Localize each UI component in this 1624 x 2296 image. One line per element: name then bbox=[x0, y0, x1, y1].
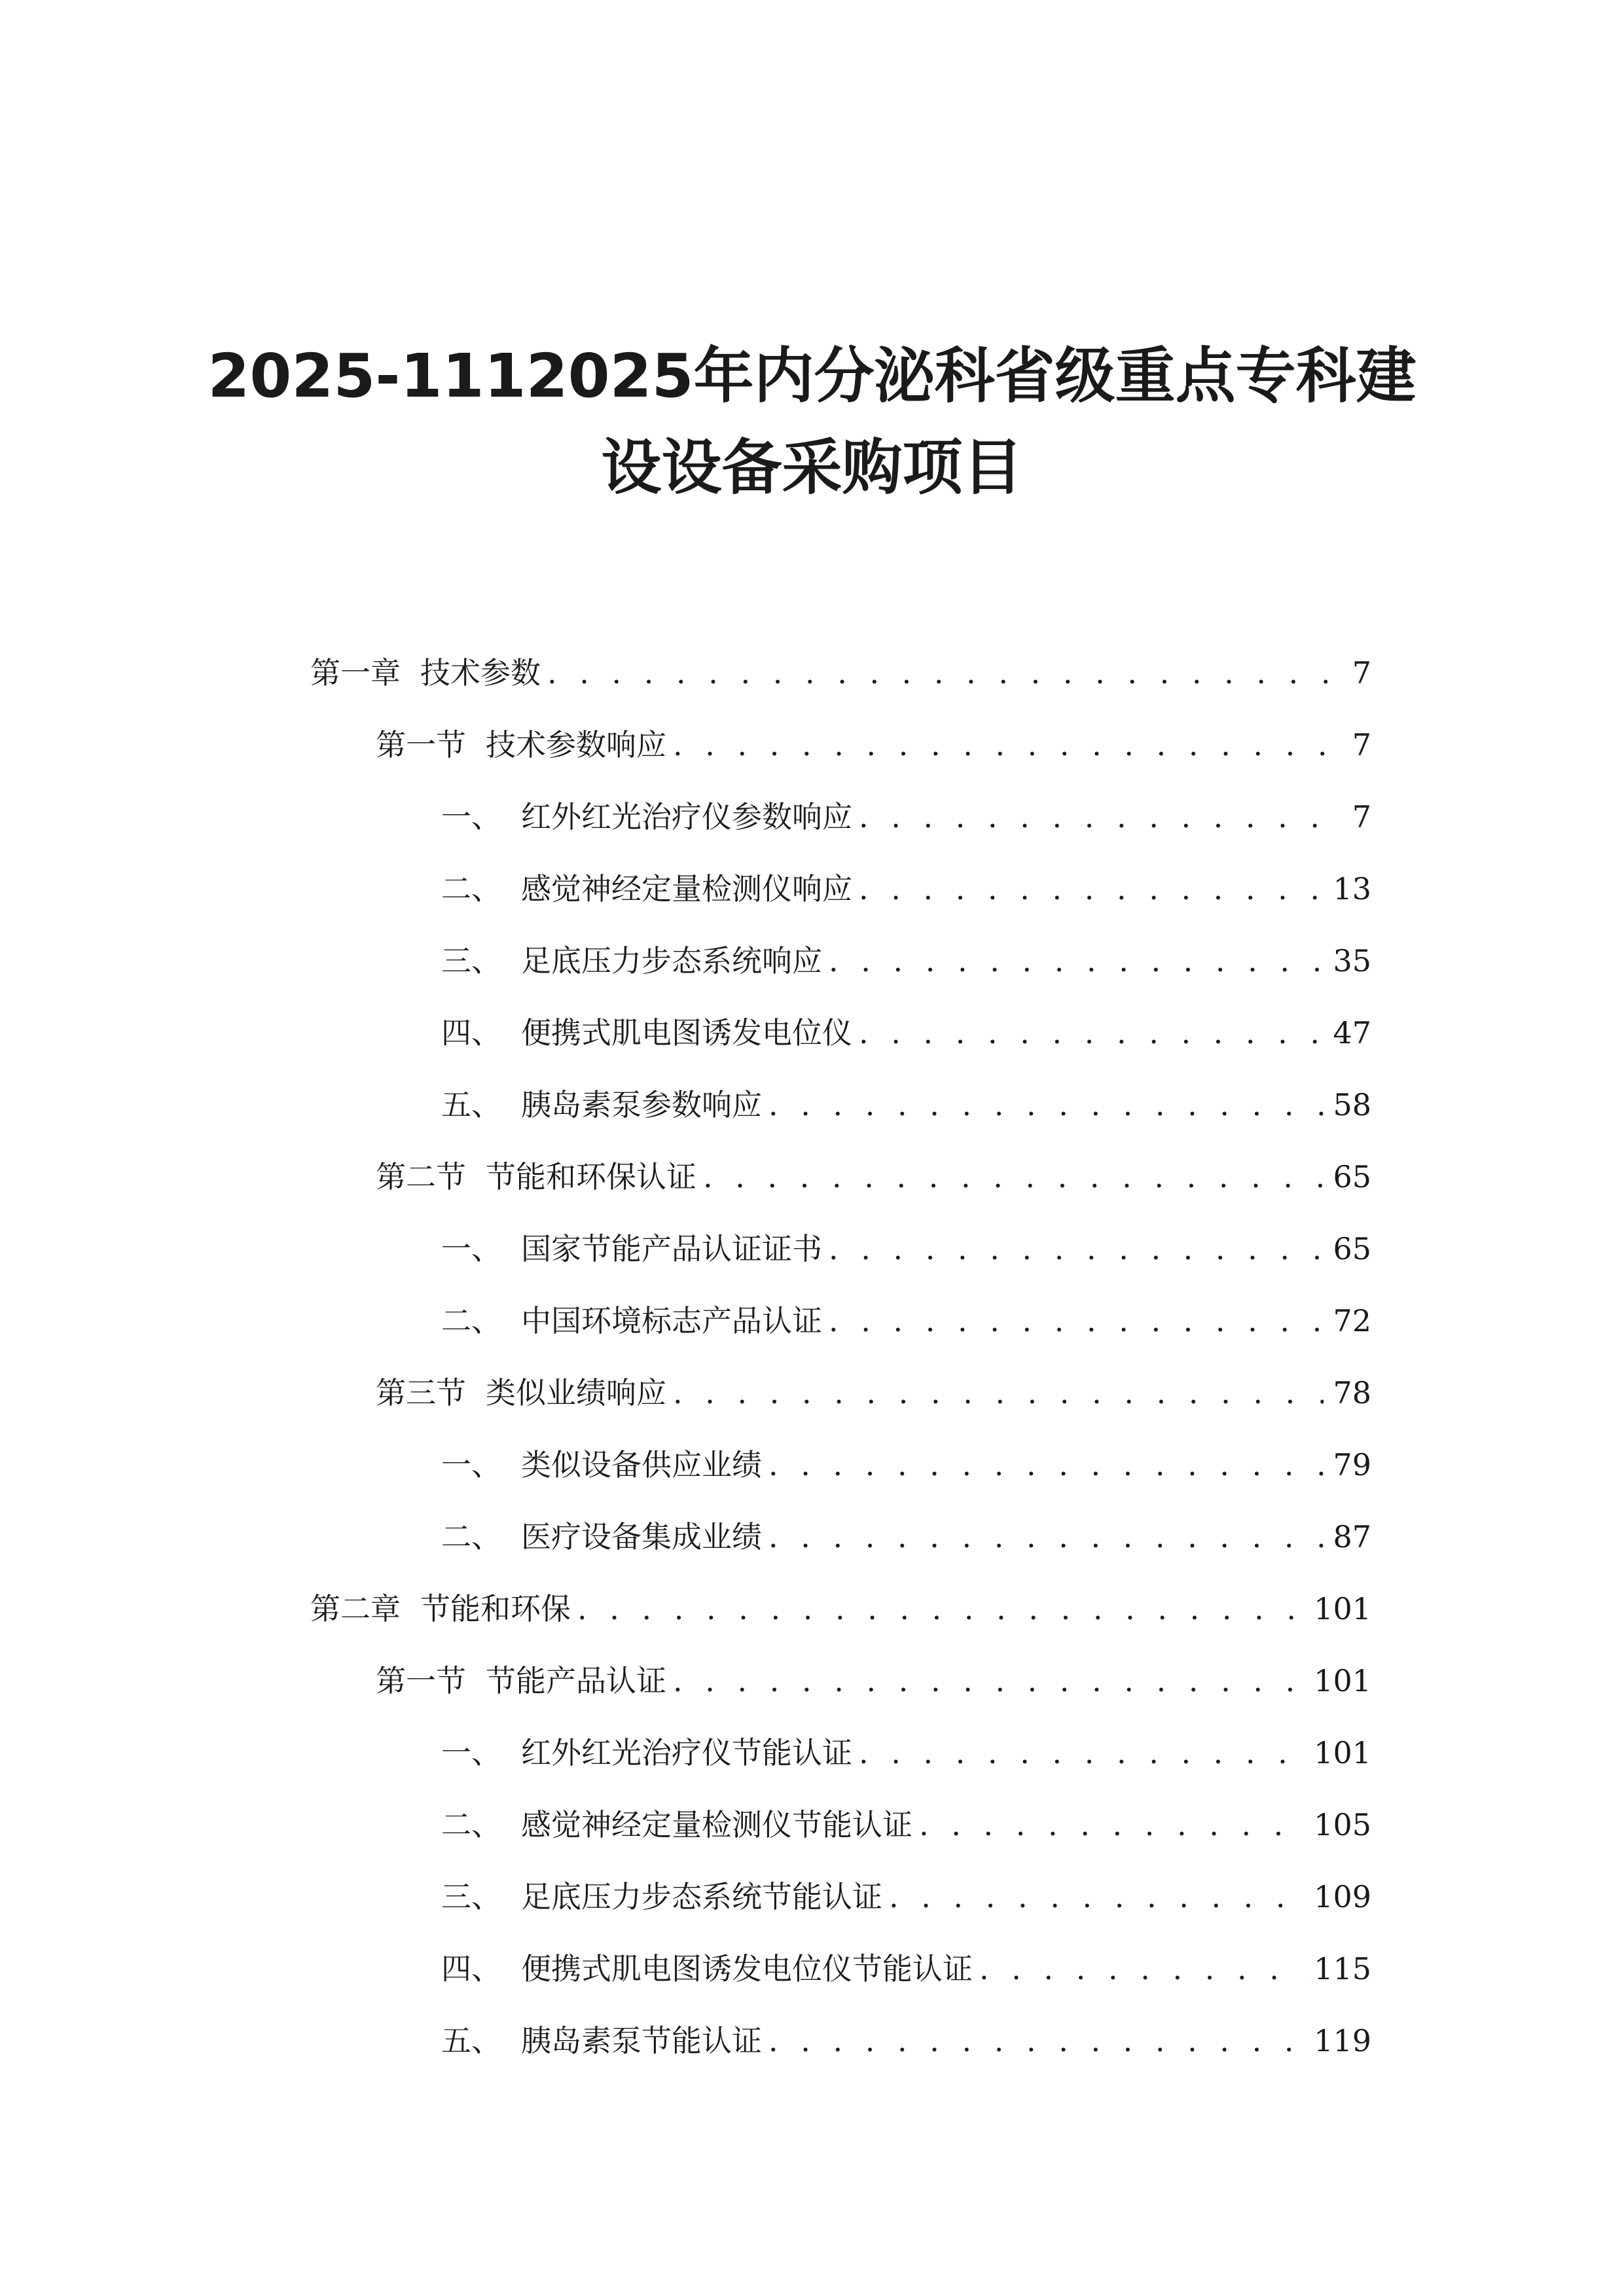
toc-entry-page-number: 79 bbox=[1333, 1447, 1371, 1482]
table-of-contents bbox=[0, 635, 1624, 2075]
toc-dot-leader bbox=[829, 943, 1324, 978]
toc-dot-leader bbox=[829, 1231, 1324, 1266]
toc-entry-line bbox=[310, 649, 1371, 692]
toc-entry-number: 第一节 bbox=[376, 1663, 466, 1698]
document-title-line-2: 设设备采购项目 bbox=[601, 433, 1023, 503]
toc-entry-page-number: 101 bbox=[1314, 1735, 1371, 1770]
toc-entry-label: 医疗设备集成业绩 bbox=[521, 1519, 762, 1554]
toc-entry-page-number: 35 bbox=[1333, 943, 1371, 978]
toc-entry-page-number: 7 bbox=[1352, 655, 1371, 691]
toc-entry-label: 类似设备供应业绩 bbox=[521, 1447, 762, 1482]
toc-entry-label: 红外红光治疗仪参数响应 bbox=[521, 799, 852, 834]
toc-entry[interactable] bbox=[0, 1571, 1624, 1643]
toc-entry-line bbox=[310, 1585, 1371, 1628]
toc-entry-page-number: 13 bbox=[1333, 871, 1371, 906]
toc-entry[interactable] bbox=[0, 1715, 1624, 1787]
toc-dot-leader bbox=[859, 871, 1324, 906]
toc-dot-leader bbox=[768, 2023, 1305, 2058]
toc-entry-line bbox=[441, 1297, 1371, 1340]
toc-entry-label: 中国环境标志产品认证 bbox=[521, 1303, 822, 1338]
toc-entry[interactable] bbox=[0, 851, 1624, 923]
toc-entry-label: 节能产品认证 bbox=[486, 1663, 666, 1698]
toc-dot-leader bbox=[673, 1375, 1324, 1410]
toc-entry[interactable] bbox=[0, 1139, 1624, 1211]
toc-entry-label: 国家节能产品认证证书 bbox=[521, 1231, 822, 1266]
toc-entry[interactable] bbox=[0, 635, 1624, 707]
toc-entry-line bbox=[441, 1513, 1371, 1556]
toc-dot-leader bbox=[547, 655, 1336, 691]
toc-entry-line bbox=[441, 2017, 1371, 2060]
toc-entry[interactable] bbox=[0, 1283, 1624, 1355]
toc-entry-line bbox=[441, 1081, 1371, 1124]
toc-entry[interactable] bbox=[0, 1427, 1624, 1499]
document-title-line-1: 2025-1112025年内分泌科省级重点专科建 bbox=[208, 341, 1416, 411]
toc-entry-line bbox=[376, 1153, 1371, 1196]
toc-entry-label: 技术参数响应 bbox=[486, 727, 666, 762]
toc-dot-leader bbox=[919, 1807, 1305, 1842]
toc-entry[interactable] bbox=[0, 1859, 1624, 1931]
toc-entry-number: 一、 bbox=[441, 1447, 501, 1482]
toc-dot-leader bbox=[768, 1447, 1324, 1482]
toc-entry-label: 胰岛素泵参数响应 bbox=[521, 1087, 762, 1122]
toc-entry[interactable] bbox=[0, 1211, 1624, 1283]
toc-dot-leader bbox=[889, 1879, 1305, 1914]
toc-entry-page-number: 65 bbox=[1333, 1159, 1371, 1194]
toc-entry-line bbox=[376, 1657, 1371, 1700]
toc-entry-line bbox=[441, 1801, 1371, 1844]
toc-entry-label: 胰岛素泵节能认证 bbox=[521, 2023, 762, 2058]
toc-entry-page-number: 119 bbox=[1314, 2023, 1371, 2058]
toc-entry-page-number: 7 bbox=[1352, 727, 1371, 762]
toc-entry-line bbox=[441, 1729, 1371, 1772]
toc-dot-leader bbox=[859, 1735, 1305, 1770]
toc-entry[interactable] bbox=[0, 707, 1624, 779]
toc-entry-number: 一、 bbox=[441, 1231, 501, 1266]
toc-dot-leader bbox=[979, 1951, 1305, 1986]
toc-entry-page-number: 101 bbox=[1314, 1663, 1371, 1698]
toc-entry-line bbox=[441, 1225, 1371, 1268]
toc-entry[interactable] bbox=[0, 923, 1624, 995]
toc-dot-leader bbox=[859, 1015, 1324, 1050]
toc-entry[interactable] bbox=[0, 779, 1624, 851]
toc-entry-line bbox=[441, 937, 1371, 980]
toc-entry-number: 第二节 bbox=[376, 1159, 466, 1194]
toc-entry-label: 便携式肌电图诱发电位仪节能认证 bbox=[521, 1951, 973, 1986]
toc-entry-line bbox=[441, 1009, 1371, 1052]
toc-entry-line bbox=[441, 1945, 1371, 1988]
toc-entry-page-number: 47 bbox=[1333, 1015, 1371, 1050]
toc-entry-number: 第一章 bbox=[310, 655, 401, 691]
toc-entry-page-number: 109 bbox=[1314, 1879, 1371, 1914]
toc-entry[interactable] bbox=[0, 1355, 1624, 1427]
toc-entry-label: 红外红光治疗仪节能认证 bbox=[521, 1735, 852, 1770]
toc-entry-label: 类似业绩响应 bbox=[486, 1375, 666, 1410]
toc-entry-page-number: 7 bbox=[1352, 799, 1371, 834]
toc-entry-number: 二、 bbox=[441, 1303, 501, 1338]
toc-entry-line bbox=[376, 721, 1371, 764]
toc-entry-number: 三、 bbox=[441, 1879, 501, 1914]
toc-entry-label: 感觉神经定量检测仪响应 bbox=[521, 871, 852, 906]
toc-entry-label: 便携式肌电图诱发电位仪 bbox=[521, 1015, 852, 1050]
toc-entry[interactable] bbox=[0, 1931, 1624, 2003]
toc-entry-line bbox=[441, 793, 1371, 836]
toc-entry-number: 第一节 bbox=[376, 727, 466, 762]
toc-entry-number: 第二章 bbox=[310, 1591, 401, 1626]
toc-entry-label: 足底压力步态系统节能认证 bbox=[521, 1879, 882, 1914]
toc-entry[interactable] bbox=[0, 1499, 1624, 1571]
toc-dot-leader bbox=[859, 799, 1336, 834]
toc-entry-number: 一、 bbox=[441, 799, 501, 834]
toc-entry-number: 四、 bbox=[441, 1015, 501, 1050]
toc-entry[interactable] bbox=[0, 1643, 1624, 1715]
toc-entry-number: 二、 bbox=[441, 871, 501, 906]
toc-entry-page-number: 78 bbox=[1333, 1375, 1371, 1410]
toc-dot-leader bbox=[673, 1663, 1305, 1698]
toc-entry-number: 五、 bbox=[441, 2023, 501, 2058]
toc-entry[interactable] bbox=[0, 1787, 1624, 1859]
toc-entry-page-number: 87 bbox=[1333, 1519, 1371, 1554]
toc-entry[interactable] bbox=[0, 995, 1624, 1067]
toc-dot-leader bbox=[768, 1087, 1324, 1122]
toc-entry-number: 三、 bbox=[441, 943, 501, 978]
toc-entry-number: 五、 bbox=[441, 1087, 501, 1122]
toc-entry-number: 二、 bbox=[441, 1519, 501, 1554]
toc-entry-page-number: 115 bbox=[1314, 1951, 1371, 1986]
toc-entry[interactable] bbox=[0, 1067, 1624, 1139]
toc-entry-page-number: 101 bbox=[1314, 1591, 1371, 1626]
toc-dot-leader bbox=[577, 1591, 1305, 1626]
toc-entry-line bbox=[441, 1873, 1371, 1916]
toc-entry-number: 四、 bbox=[441, 1951, 501, 1986]
toc-entry-page-number: 72 bbox=[1333, 1303, 1371, 1338]
toc-entry-page-number: 58 bbox=[1333, 1087, 1371, 1122]
toc-entry-label: 感觉神经定量检测仪节能认证 bbox=[521, 1807, 912, 1842]
toc-dot-leader bbox=[829, 1303, 1324, 1338]
toc-entry-number: 一、 bbox=[441, 1735, 501, 1770]
toc-entry-line bbox=[441, 865, 1371, 908]
toc-entry-page-number: 105 bbox=[1314, 1807, 1371, 1842]
toc-entry-page-number: 65 bbox=[1333, 1231, 1371, 1266]
toc-entry-number: 第三节 bbox=[376, 1375, 466, 1410]
toc-entry-line bbox=[376, 1369, 1371, 1412]
toc-entry[interactable] bbox=[0, 2003, 1624, 2075]
toc-entry-line bbox=[441, 1441, 1371, 1484]
toc-entry-label: 节能和环保 bbox=[420, 1591, 571, 1626]
document-title bbox=[0, 331, 1624, 514]
toc-entry-label: 技术参数 bbox=[420, 655, 541, 691]
toc-dot-leader bbox=[673, 727, 1336, 762]
toc-dot-leader bbox=[703, 1159, 1324, 1194]
toc-entry-label: 足底压力步态系统响应 bbox=[521, 943, 822, 978]
toc-entry-label: 节能和环保认证 bbox=[486, 1159, 696, 1194]
toc-entry-number: 二、 bbox=[441, 1807, 501, 1842]
toc-dot-leader bbox=[768, 1519, 1324, 1554]
